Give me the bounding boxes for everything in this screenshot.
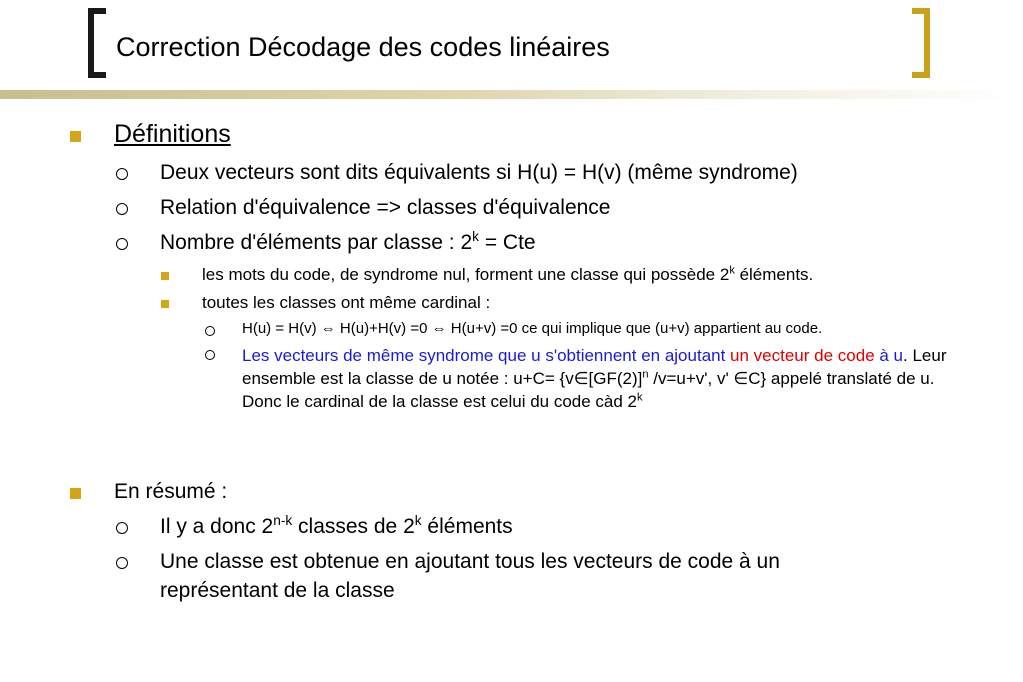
list-item-coset: Les vecteurs de même syndrome que u s'obtiennent en ajoutant un vecteur de code à u. Leur ensemble est la classe de u notée : $u+C= \{v\in[GF(2)]^n$ /v=u+v', v' ∈C} appelé translaté de u. Donc le cardinal de la classe est celui du code càd 2$^k$ [242,346,947,411]
right-bracket-decoration [912,8,930,78]
bullet-circle-icon [116,522,128,534]
left-bracket-decoration [88,8,106,78]
list-item: toutes les classes ont même cardinal : [202,293,491,312]
bullet-circle-icon [116,557,128,569]
bullet-circle-icon [205,350,215,360]
list-item: Deux vecteurs sont dits équivalents si H(u) = H(v) (même syndrome) [160,161,798,184]
bullet-circle-icon [116,168,128,180]
list-item-classes: Il y a donc 2$^{n-k}$ classes de 2$^k$ éléments [160,513,513,538]
list-item: Relation d'équivalence => classes d'équivalence [160,196,611,219]
list-item-obtain-line1: Une classe est obtenue en ajoutant tous les vecteurs de code à un [160,550,780,573]
title-divider [0,90,1023,99]
list-item-element-count: Nombre d'éléments par classe : $2^k$ = Cte [160,229,536,254]
list-item-implication: H(u) = H(v) ⇔ H(u)+H(v) =0 ⇔ H(u+v) =0 ce qui implique que (u+v) appartient au code. [242,320,823,337]
bullet-circle-icon [116,238,128,250]
slide-title: Correction Décodage des codes linéaires [116,32,610,62]
bullet-square-icon [70,488,81,499]
list-item-code-words: les mots du code, de syndrome nul, forment une classe qui possède 2$^k$ éléments. [202,264,814,284]
bullet-circle-icon [116,203,128,215]
summary-heading: En résumé : [114,480,228,503]
bullet-square-icon [161,300,169,308]
list-item-obtain-line2: représentant de la classe [160,579,395,602]
definitions-heading: Définitions [114,120,231,148]
bullet-square-icon [161,272,169,280]
bullet-circle-icon [205,326,215,336]
bullet-square-icon [70,131,81,142]
